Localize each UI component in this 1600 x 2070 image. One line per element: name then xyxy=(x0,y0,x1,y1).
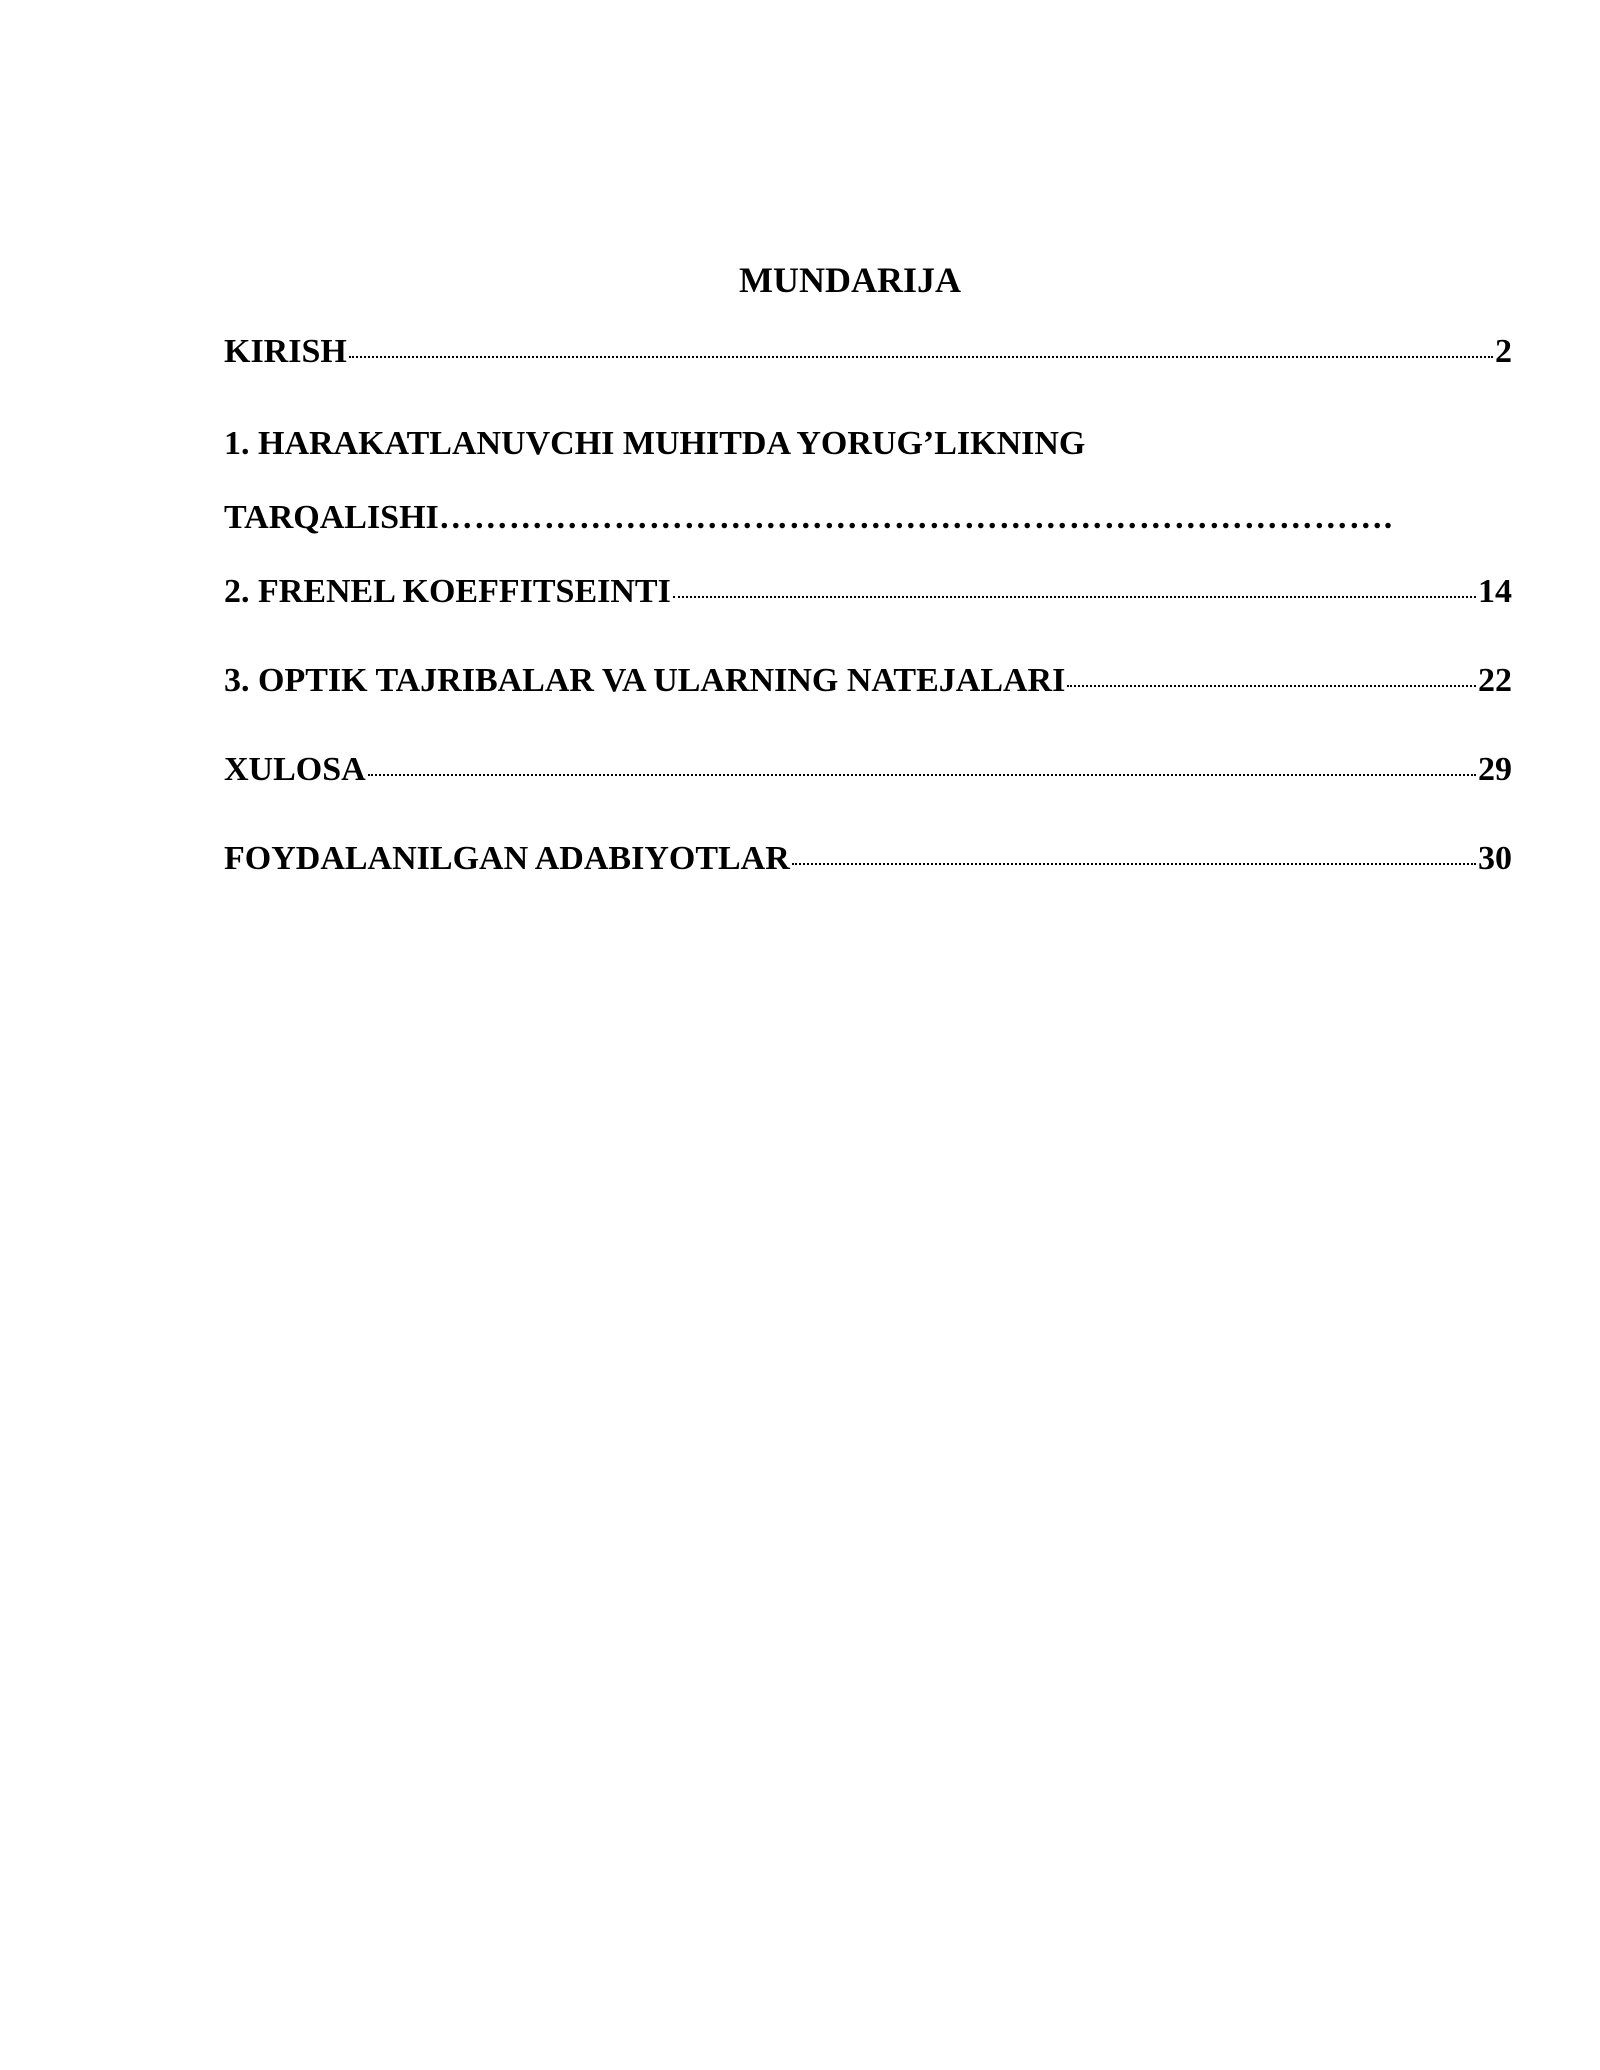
toc-entry-page: 22 xyxy=(1478,662,1512,699)
toc-entry-page: 29 xyxy=(1478,751,1512,788)
toc-entry-page: 2 xyxy=(1495,333,1512,370)
toc-entry-label: TARQALISHI xyxy=(224,499,439,536)
dot-leader xyxy=(673,596,1476,598)
toc-entry-optik[interactable] xyxy=(224,659,1512,703)
dot-leader xyxy=(1067,685,1476,687)
toc-entry-label-line2 xyxy=(224,496,1512,540)
toc-entry-label: XULOSA xyxy=(224,751,366,788)
toc-entry-frenel[interactable] xyxy=(224,570,1512,614)
dot-leader xyxy=(368,774,1476,776)
dot-leader-text: ………………………………………………………………………. xyxy=(438,499,1394,536)
toc-entry-label: FOYDALANILGAN ADABIYOTLAR xyxy=(224,840,790,877)
dot-leader xyxy=(792,863,1476,865)
toc-entry-harakatlanuvchi[interactable] xyxy=(224,422,1512,540)
toc-entry-page: 30 xyxy=(1478,840,1512,877)
toc-entry-kirish[interactable] xyxy=(224,330,1512,374)
toc-entry-label-line1: 1. HARAKATLANUVCHI MUHITDA YORUG’LIKNING xyxy=(224,425,1086,462)
toc-title: MUNDARIJA xyxy=(739,260,961,300)
toc-entry-label: 2. FRENEL KOEFFITSEINTI xyxy=(224,573,671,610)
toc-entry-page: 14 xyxy=(1478,573,1512,610)
toc-entry-adabiyotlar[interactable] xyxy=(224,837,1512,881)
dot-leader xyxy=(349,356,1493,358)
toc-entry-label: KIRISH xyxy=(224,333,347,370)
toc-entry-label: 3. OPTIK TAJRIBALAR VA ULARNING NATEJALARI xyxy=(224,662,1066,699)
toc-entry-xulosa[interactable] xyxy=(224,748,1512,792)
